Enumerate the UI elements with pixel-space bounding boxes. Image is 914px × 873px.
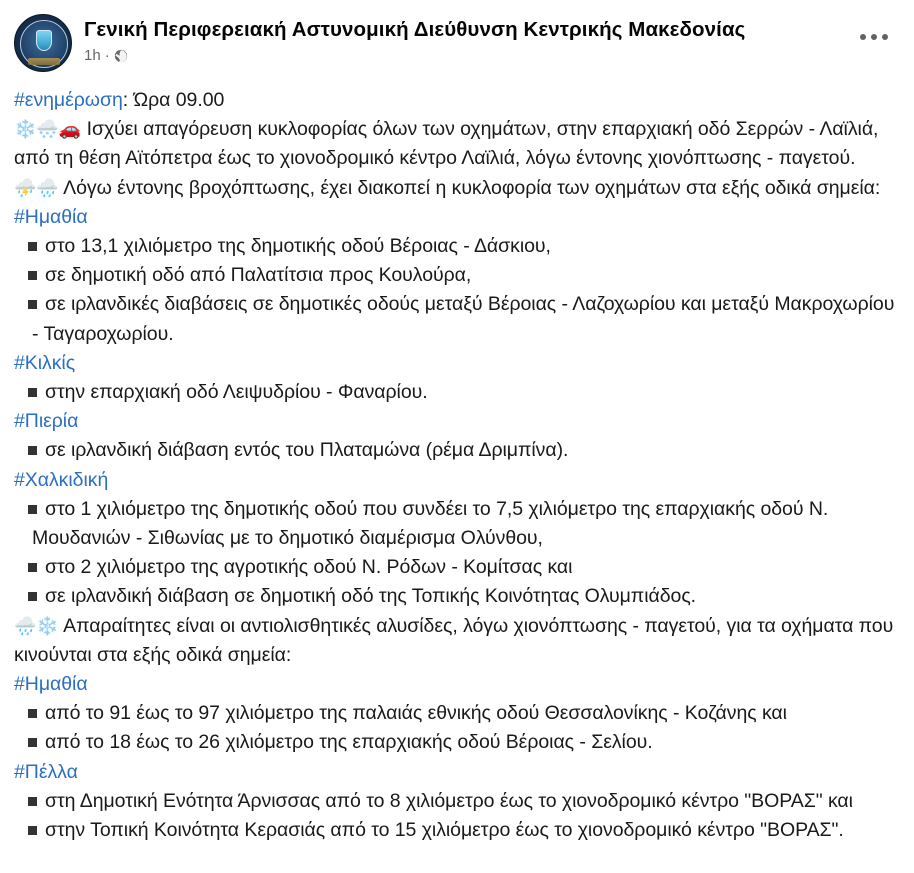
hashtag-enimerosi[interactable]: #ενημέρωση	[14, 89, 123, 111]
bullet-square-icon	[28, 709, 37, 718]
list-item	[14, 436, 898, 465]
list-item-text: στο 2 χιλιόμετρο της αγροτικής οδού Ν. Ρόδων - Κομίτσας και	[45, 556, 573, 579]
section-pieria-rain	[14, 407, 898, 436]
list-item	[14, 553, 898, 582]
emblem-shield-icon	[36, 30, 52, 51]
bullet-square-icon	[28, 300, 37, 309]
list-item	[14, 290, 898, 348]
bullet-square-icon	[28, 797, 37, 806]
rain-intro-text: Λόγω έντονης βροχόπτωσης, έχει διακοπεί η κυκλοφορία των οχημάτων στα εξής οδικά σημεία:	[63, 176, 881, 199]
hashtag-chalkidiki[interactable]: #Χαλκιδική	[14, 468, 109, 491]
globe-public-icon[interactable]	[114, 49, 128, 63]
traffic-ban-text: Ισχύει απαγόρευση κυκλοφορίας όλων των οχημάτων, στην επαρχιακή οδό Σερρών - Λαϊλιά, από τη θέση Αϊτόπετρα έως το χιονοδρομικό κέντρο Λαϊλιά, λόγω έντονης χιονόπτωσης - παγετού.	[14, 118, 879, 170]
hashtag-imathia-chains[interactable]: #Ημαθία	[14, 673, 88, 696]
snow-car-emoji: ❄️🌨️🚗	[14, 119, 82, 141]
chains-intro-paragraph	[14, 612, 898, 670]
list-item-text: στο 1 χιλιόμετρο της δημοτικής οδού που συνδέει το 7,5 χιλιόμετρο της επαρχιακής οδού Ν. Μουδανιών - Σιθωνίας με το δημοτικό διαμέρισμα Ολύνθου,	[32, 497, 829, 550]
section-imathia-rain	[14, 203, 898, 232]
list-item-text: σε δημοτική οδό από Παλατίτσια προς Κουλούρα,	[45, 264, 472, 287]
post-header-text	[84, 14, 745, 65]
post-body-text	[0, 78, 914, 845]
rain-snow-emoji: 🌧️❄️	[14, 615, 59, 637]
bullet-square-icon	[28, 592, 37, 601]
list-item-text: στη Δημοτική Ενότητα Άρνισσας από το 8 χιλιόμετρο έως το χιονοδρομικό κέντρο "ΒΟΡΑΣ" και	[45, 789, 853, 812]
list-item-text: σε ιρλανδική διάβαση σε δημοτική οδό της Τοπικής Κοινότητας Ολυμπιάδος.	[45, 585, 697, 608]
list-item-text: σε ιρλανδικές διαβάσεις σε δημοτικές οδούς μεταξύ Βέροιας - Λαζοχωρίου και μεταξύ Μακροχωρίου - Ταγαροχωρίου.	[32, 293, 895, 345]
list-item-text: από το 91 έως το 97 χιλιόμετρο της παλαιάς εθνικής οδού Θεσσαλονίκης - Κοζάνης και	[45, 702, 787, 725]
list-item	[14, 232, 898, 261]
hashtag-kilkis[interactable]: #Κιλκίς	[14, 351, 76, 374]
hashtag-pieria[interactable]: #Πιερία	[14, 410, 79, 433]
bullet-square-icon	[28, 738, 37, 747]
rain-storm-emoji: ⛈️🌧️	[14, 177, 59, 199]
bullet-square-icon	[28, 388, 37, 397]
list-item-text: από το 18 έως το 26 χιλιόμετρο της επαρχιακής οδού Βέροιας - Σελίου.	[45, 731, 653, 754]
bullet-square-icon	[28, 563, 37, 572]
intro-time: : Ώρα 09.00	[122, 89, 225, 111]
hellenic-police-emblem-avatar[interactable]	[14, 14, 72, 72]
menu-dot	[882, 34, 888, 40]
rain-intro-paragraph	[14, 174, 898, 203]
list-item	[14, 582, 898, 611]
menu-dot	[871, 34, 877, 40]
list-item	[14, 495, 898, 553]
section-kilkis-rain	[14, 349, 898, 378]
chains-intro-text: Απαραίτητες είναι οι αντιολισθητικές αλυσίδες, λόγω χιονόπτωσης - παγετού, για τα οχήματα που κινούνται στα εξής οδικά σημεία:	[14, 614, 894, 666]
list-item-text: στην Τοπική Κοινότητα Κερασιάς από το 15 χιλιόμετρο έως το χιονοδρομικό κέντρο "ΒΟΡΑΣ".	[45, 819, 844, 842]
list-item-text: στην επαρχιακή οδό Λειψυδρίου - Φαναρίου.	[45, 381, 428, 404]
hashtag-imathia[interactable]: #Ημαθία	[14, 205, 88, 228]
bullet-square-icon	[28, 271, 37, 280]
section-pella-chains	[14, 758, 898, 787]
section-chalkidiki-rain	[14, 466, 898, 495]
post-meta	[84, 47, 745, 65]
list-item	[14, 699, 898, 728]
list-item	[14, 261, 898, 290]
list-item	[14, 728, 898, 757]
list-item-text: σε ιρλανδική διάβαση εντός του Πλαταμώνα (ρέμα Δριμπίνα).	[45, 439, 569, 462]
menu-dot	[860, 34, 866, 40]
intro-line	[14, 86, 898, 115]
post-header	[0, 0, 914, 78]
list-item	[14, 378, 898, 407]
list-item-text: στο 13,1 χιλιόμετρο της δημοτικής οδού Βέροιας - Δάσκιου,	[45, 235, 551, 258]
ellipsis-horizontal-icon[interactable]	[854, 28, 894, 46]
post-timestamp[interactable]: 1h	[84, 47, 101, 64]
bullet-square-icon	[28, 242, 37, 251]
traffic-ban-paragraph	[14, 115, 898, 173]
bullet-square-icon	[28, 505, 37, 514]
section-imathia-chains	[14, 670, 898, 699]
meta-separator: ·	[104, 47, 110, 64]
bullet-square-icon	[28, 826, 37, 835]
hashtag-pella[interactable]: #Πέλλα	[14, 760, 78, 783]
list-item	[14, 787, 898, 816]
bullet-square-icon	[28, 446, 37, 455]
list-item	[14, 816, 898, 845]
page-name[interactable]: Γενική Περιφερειακή Αστυνομική Διεύθυνση Κεντρικής Μακεδονίας	[84, 18, 746, 41]
emblem-base	[28, 58, 60, 65]
